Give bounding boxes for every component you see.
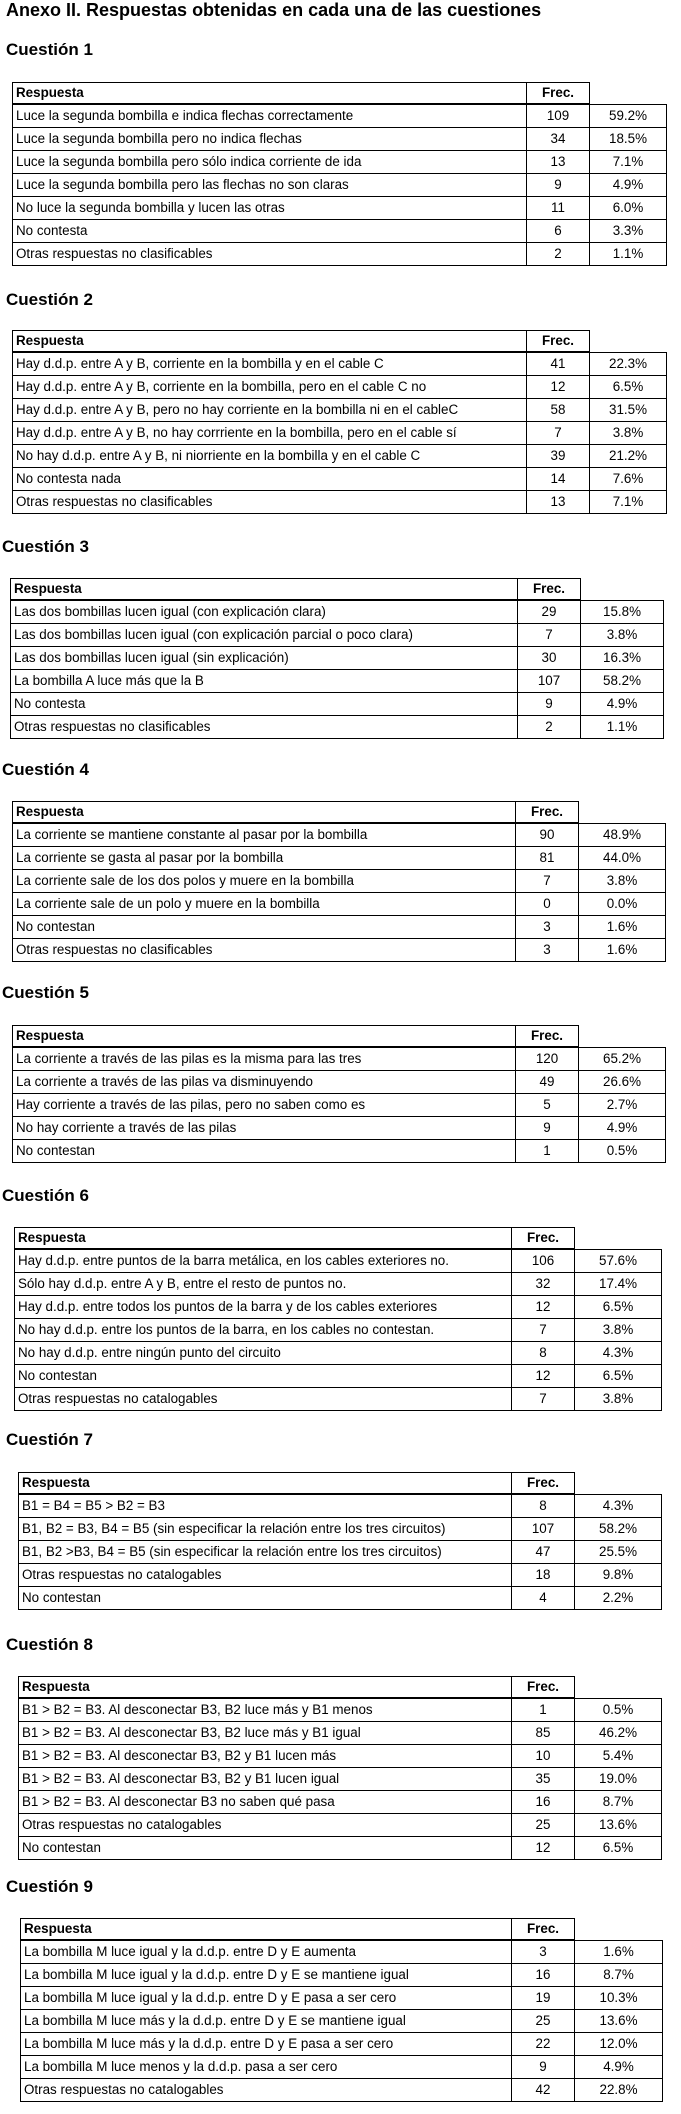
cell-percent: 3.8%: [575, 1319, 662, 1342]
cell-frec: 22: [512, 2033, 575, 2056]
cell-respuesta: La bombilla M luce igual y la d.d.p. entre D y E se mantiene igual: [20, 1964, 512, 1987]
table-row: [10, 647, 664, 670]
cell-frec: 85: [512, 1722, 575, 1745]
table-row: [20, 2079, 663, 2102]
cell-percent: 4.9%: [590, 174, 667, 197]
cell-frec: 34: [527, 128, 590, 151]
cell-respuesta: Otras respuestas no clasificables: [12, 939, 516, 962]
table-row: [18, 1722, 662, 1745]
cell-frec: 106: [512, 1249, 575, 1273]
cell-percent: 57.6%: [575, 1249, 662, 1273]
table-row: [12, 1047, 666, 1071]
cell-frec: 5: [516, 1094, 579, 1117]
table-row: [12, 243, 667, 266]
cell-frec: 39: [527, 445, 590, 468]
cell-respuesta: La corriente sale de los dos polos y muere en la bombilla: [12, 870, 516, 893]
cell-respuesta: No contestan: [18, 1587, 512, 1610]
header-respuesta: Respuesta: [12, 1025, 516, 1047]
table-row: [10, 670, 664, 693]
table-row: [12, 128, 667, 151]
table-row: [12, 1140, 666, 1163]
table-row: [12, 468, 667, 491]
header-frec: Frec.: [518, 578, 581, 600]
cell-respuesta: B1 > B2 = B3. Al desconectar B3 no saben qué pasa: [18, 1791, 512, 1814]
table-row: [12, 870, 666, 893]
table-row: [12, 847, 666, 870]
cell-frec: 19: [512, 1987, 575, 2010]
table-row: [18, 1494, 662, 1518]
cell-frec: 12: [512, 1837, 575, 1860]
cell-respuesta: No hay corriente a través de las pilas: [12, 1117, 516, 1140]
cell-percent: 8.7%: [575, 1964, 663, 1987]
header-blank: [575, 1676, 662, 1698]
cell-frec: 109: [527, 104, 590, 128]
cell-respuesta: La bombilla M luce igual y la d.d.p. entre D y E pasa a ser cero: [20, 1987, 512, 2010]
header-frec: Frec.: [516, 801, 579, 823]
table-row: [12, 823, 666, 847]
table-row: [12, 422, 667, 445]
cell-percent: 15.8%: [581, 600, 664, 624]
cell-frec: 16: [512, 1791, 575, 1814]
cell-percent: 22.8%: [575, 2079, 663, 2102]
question-title: Cuestión 1: [6, 40, 93, 59]
header-respuesta: Respuesta: [12, 82, 527, 104]
cell-respuesta: Luce la segunda bombilla pero no indica flechas: [12, 128, 527, 151]
cell-frec: 41: [527, 352, 590, 376]
cell-percent: 16.3%: [581, 647, 664, 670]
cell-frec: 12: [512, 1365, 575, 1388]
cell-respuesta: Las dos bombillas lucen igual (con explicación parcial o poco clara): [10, 624, 518, 647]
cell-respuesta: Otras respuestas no catalogables: [14, 1388, 512, 1411]
cell-respuesta: Luce la segunda bombilla pero las flechas no son claras: [12, 174, 527, 197]
cell-respuesta: Otras respuestas no catalogables: [20, 2079, 512, 2102]
cell-respuesta: No hay d.d.p. entre A y B, ni niorriente en la bombilla y en el cable C: [12, 445, 527, 468]
table-row: [12, 916, 666, 939]
header-respuesta: Respuesta: [18, 1472, 512, 1494]
cell-respuesta: Hay d.d.p. entre A y B, pero no hay corriente en la bombilla ni en el cableC: [12, 399, 527, 422]
table-row: [10, 600, 664, 624]
header-blank: [575, 1227, 662, 1249]
header-frec: Frec.: [516, 1025, 579, 1047]
cell-respuesta: Hay d.d.p. entre A y B, no hay corrriente en la bombilla, pero en el cable sí: [12, 422, 527, 445]
table-header: [12, 1025, 666, 1047]
cell-percent: 31.5%: [590, 399, 667, 422]
table-header: [14, 1227, 662, 1249]
table-header: [12, 82, 667, 104]
cell-percent: 13.6%: [575, 2010, 663, 2033]
table-row: [14, 1273, 662, 1296]
table-row: [18, 1745, 662, 1768]
cell-percent: 1.6%: [575, 1940, 663, 1964]
table-row: [10, 716, 664, 739]
cell-respuesta: No hay d.d.p. entre los puntos de la barra, en los cables no contestan.: [14, 1319, 512, 1342]
header-frec: Frec.: [512, 1918, 575, 1940]
header-blank: [590, 330, 667, 352]
question-title: Cuestión 4: [2, 760, 89, 779]
cell-percent: 48.9%: [579, 823, 666, 847]
cell-percent: 4.3%: [575, 1494, 662, 1518]
cell-percent: 6.5%: [575, 1365, 662, 1388]
cell-percent: 25.5%: [575, 1541, 662, 1564]
cell-frec: 11: [527, 197, 590, 220]
table-row: [14, 1319, 662, 1342]
cell-percent: 3.8%: [590, 422, 667, 445]
cell-percent: 1.1%: [590, 243, 667, 266]
cell-percent: 10.3%: [575, 1987, 663, 2010]
cell-frec: 32: [512, 1273, 575, 1296]
cell-percent: 1.6%: [579, 939, 666, 962]
cell-frec: 2: [518, 716, 581, 739]
cell-percent: 18.5%: [590, 128, 667, 151]
header-frec: Frec.: [512, 1227, 575, 1249]
cell-percent: 44.0%: [579, 847, 666, 870]
cell-respuesta: Otras respuestas no catalogables: [18, 1564, 512, 1587]
cell-percent: 1.1%: [581, 716, 664, 739]
cell-respuesta: Otras respuestas no clasificables: [12, 243, 527, 266]
table-header: [12, 330, 667, 352]
table-row: [18, 1541, 662, 1564]
cell-frec: 3: [516, 916, 579, 939]
table-row: [12, 104, 667, 128]
header-blank: [575, 1472, 662, 1494]
cell-respuesta: La corriente sale de un polo y muere en la bombilla: [12, 893, 516, 916]
cell-frec: 9: [516, 1117, 579, 1140]
cell-respuesta: B1 = B4 = B5 > B2 = B3: [18, 1494, 512, 1518]
cell-respuesta: No contestan: [12, 1140, 516, 1163]
cell-respuesta: B1 > B2 = B3. Al desconectar B3, B2 luce más y B1 menos: [18, 1698, 512, 1722]
cell-percent: 58.2%: [575, 1518, 662, 1541]
cell-frec: 13: [527, 151, 590, 174]
cell-frec: 3: [512, 1940, 575, 1964]
cell-frec: 18: [512, 1564, 575, 1587]
cell-respuesta: No contestan: [12, 916, 516, 939]
cell-frec: 12: [512, 1296, 575, 1319]
cell-frec: 8: [512, 1342, 575, 1365]
header-frec: Frec.: [527, 330, 590, 352]
cell-frec: 1: [512, 1698, 575, 1722]
table-row: [12, 376, 667, 399]
cell-frec: 6: [527, 220, 590, 243]
table-row: [10, 693, 664, 716]
table-row: [20, 1964, 663, 1987]
cell-frec: 81: [516, 847, 579, 870]
cell-respuesta: Hay d.d.p. entre puntos de la barra metálica, en los cables exteriores no.: [14, 1249, 512, 1273]
header-respuesta: Respuesta: [14, 1227, 512, 1249]
table-row: [20, 1987, 663, 2010]
cell-percent: 22.3%: [590, 352, 667, 376]
cell-percent: 7.1%: [590, 151, 667, 174]
responses-table: [10, 578, 664, 739]
table-header: [18, 1472, 662, 1494]
cell-percent: 0.0%: [579, 893, 666, 916]
cell-frec: 25: [512, 2010, 575, 2033]
table-row: [14, 1249, 662, 1273]
cell-respuesta: La corriente a través de las pilas es la misma para las tres: [12, 1047, 516, 1071]
responses-table: [18, 1472, 662, 1610]
cell-respuesta: La bombilla A luce más que la B: [10, 670, 518, 693]
question-title: Cuestión 2: [6, 290, 93, 309]
table-row: [12, 939, 666, 962]
cell-percent: 4.9%: [575, 2056, 663, 2079]
cell-percent: 12.0%: [575, 2033, 663, 2056]
cell-percent: 19.0%: [575, 1768, 662, 1791]
cell-frec: 25: [512, 1814, 575, 1837]
cell-respuesta: Otras respuestas no clasificables: [12, 491, 527, 514]
table-row: [12, 893, 666, 916]
cell-frec: 7: [527, 422, 590, 445]
cell-respuesta: Hay d.d.p. entre A y B, corriente en la bombilla y en el cable C: [12, 352, 527, 376]
cell-percent: 2.7%: [579, 1094, 666, 1117]
table-row: [20, 2056, 663, 2079]
cell-frec: 107: [518, 670, 581, 693]
cell-frec: 7: [512, 1388, 575, 1411]
table-row: [12, 1117, 666, 1140]
cell-frec: 3: [516, 939, 579, 962]
cell-frec: 7: [516, 870, 579, 893]
cell-respuesta: La corriente se mantiene constante al pasar por la bombilla: [12, 823, 516, 847]
table-header: [10, 578, 664, 600]
table-row: [12, 220, 667, 243]
cell-percent: 0.5%: [575, 1698, 662, 1722]
table-row: [20, 2010, 663, 2033]
table-row: [10, 624, 664, 647]
cell-percent: 17.4%: [575, 1273, 662, 1296]
table-row: [12, 174, 667, 197]
question-title: Cuestión 8: [6, 1635, 93, 1654]
cell-percent: 7.6%: [590, 468, 667, 491]
table-row: [20, 2033, 663, 2056]
table-header: [12, 801, 666, 823]
cell-respuesta: La bombilla M luce más y la d.d.p. entre D y E se mantiene igual: [20, 2010, 512, 2033]
cell-percent: 13.6%: [575, 1814, 662, 1837]
cell-respuesta: No contesta: [10, 693, 518, 716]
cell-frec: 1: [516, 1140, 579, 1163]
cell-respuesta: Sólo hay d.d.p. entre A y B, entre el resto de puntos no.: [14, 1273, 512, 1296]
cell-frec: 2: [527, 243, 590, 266]
responses-table: [12, 82, 667, 266]
table-row: [18, 1814, 662, 1837]
table-header: [20, 1918, 663, 1940]
cell-percent: 4.9%: [581, 693, 664, 716]
header-respuesta: Respuesta: [20, 1918, 512, 1940]
table-row: [14, 1388, 662, 1411]
header-frec: Frec.: [512, 1676, 575, 1698]
cell-frec: 35: [512, 1768, 575, 1791]
cell-respuesta: Otras respuestas no catalogables: [18, 1814, 512, 1837]
cell-percent: 7.1%: [590, 491, 667, 514]
header-blank: [590, 82, 667, 104]
cell-frec: 0: [516, 893, 579, 916]
cell-respuesta: Las dos bombillas lucen igual (con explicación clara): [10, 600, 518, 624]
table-row: [20, 1940, 663, 1964]
cell-respuesta: B1, B2 = B3, B4 = B5 (sin especificar la relación entre los tres circuitos): [18, 1518, 512, 1541]
cell-frec: 13: [527, 491, 590, 514]
cell-frec: 7: [512, 1319, 575, 1342]
cell-frec: 29: [518, 600, 581, 624]
cell-percent: 8.7%: [575, 1791, 662, 1814]
cell-respuesta: No contestan: [18, 1837, 512, 1860]
cell-percent: 3.8%: [575, 1388, 662, 1411]
cell-respuesta: No contestan: [14, 1365, 512, 1388]
cell-frec: 30: [518, 647, 581, 670]
table-header: [18, 1676, 662, 1698]
question-title: Cuestión 9: [6, 1877, 93, 1896]
header-blank: [579, 801, 666, 823]
cell-percent: 0.5%: [579, 1140, 666, 1163]
cell-frec: 42: [512, 2079, 575, 2102]
cell-frec: 107: [512, 1518, 575, 1541]
cell-frec: 49: [516, 1071, 579, 1094]
cell-percent: 1.6%: [579, 916, 666, 939]
question-title: Cuestión 7: [6, 1430, 93, 1449]
cell-respuesta: La bombilla M luce igual y la d.d.p. entre D y E aumenta: [20, 1940, 512, 1964]
cell-respuesta: No luce la segunda bombilla y lucen las otras: [12, 197, 527, 220]
cell-respuesta: B1 > B2 = B3. Al desconectar B3, B2 y B1 lucen igual: [18, 1768, 512, 1791]
cell-percent: 46.2%: [575, 1722, 662, 1745]
table-row: [14, 1365, 662, 1388]
cell-respuesta: La bombilla M luce menos y la d.d.p. pasa a ser cero: [20, 2056, 512, 2079]
table-row: [14, 1342, 662, 1365]
table-row: [12, 445, 667, 468]
cell-percent: 5.4%: [575, 1745, 662, 1768]
responses-table: [12, 330, 667, 514]
table-row: [18, 1791, 662, 1814]
cell-frec: 9: [527, 174, 590, 197]
cell-respuesta: B1 > B2 = B3. Al desconectar B3, B2 luce más y B1 igual: [18, 1722, 512, 1745]
cell-percent: 2.2%: [575, 1587, 662, 1610]
cell-respuesta: La corriente a través de las pilas va disminuyendo: [12, 1071, 516, 1094]
cell-respuesta: Luce la segunda bombilla pero sólo indica corriente de ida: [12, 151, 527, 174]
cell-percent: 58.2%: [581, 670, 664, 693]
cell-frec: 7: [518, 624, 581, 647]
header-respuesta: Respuesta: [10, 578, 518, 600]
page-title: Anexo II. Respuestas obtenidas en cada una de las cuestiones: [6, 0, 542, 20]
cell-percent: 26.6%: [579, 1071, 666, 1094]
cell-percent: 65.2%: [579, 1047, 666, 1071]
header-blank: [579, 1025, 666, 1047]
cell-percent: 59.2%: [590, 104, 667, 128]
table-row: [12, 197, 667, 220]
header-respuesta: Respuesta: [12, 801, 516, 823]
header-frec: Frec.: [512, 1472, 575, 1494]
cell-percent: 4.3%: [575, 1342, 662, 1365]
cell-frec: 14: [527, 468, 590, 491]
cell-respuesta: La bombilla M luce más y la d.d.p. entre D y E pasa a ser cero: [20, 2033, 512, 2056]
cell-percent: 6.5%: [575, 1837, 662, 1860]
cell-frec: 58: [527, 399, 590, 422]
responses-table: [18, 1676, 662, 1860]
table-row: [12, 1094, 666, 1117]
cell-percent: 4.9%: [579, 1117, 666, 1140]
cell-frec: 47: [512, 1541, 575, 1564]
table-row: [12, 491, 667, 514]
table-row: [12, 1071, 666, 1094]
header-respuesta: Respuesta: [12, 330, 527, 352]
cell-respuesta: No contesta: [12, 220, 527, 243]
cell-percent: 21.2%: [590, 445, 667, 468]
table-row: [18, 1837, 662, 1860]
cell-percent: 6.5%: [590, 376, 667, 399]
cell-percent: 3.3%: [590, 220, 667, 243]
table-row: [12, 352, 667, 376]
cell-frec: 90: [516, 823, 579, 847]
cell-percent: 3.8%: [579, 870, 666, 893]
question-title: Cuestión 6: [2, 1186, 89, 1205]
cell-frec: 9: [512, 2056, 575, 2079]
cell-frec: 4: [512, 1587, 575, 1610]
question-title: Cuestión 3: [2, 537, 89, 556]
responses-table: [12, 1025, 666, 1163]
responses-table: [20, 1918, 663, 2102]
cell-respuesta: No contesta nada: [12, 468, 527, 491]
cell-respuesta: Las dos bombillas lucen igual (sin explicación): [10, 647, 518, 670]
table-row: [18, 1587, 662, 1610]
cell-respuesta: B1, B2 >B3, B4 = B5 (sin especificar la relación entre los tres circuitos): [18, 1541, 512, 1564]
cell-percent: 6.0%: [590, 197, 667, 220]
cell-frec: 9: [518, 693, 581, 716]
cell-respuesta: Luce la segunda bombilla e indica flechas correctamente: [12, 104, 527, 128]
table-row: [18, 1564, 662, 1587]
table-row: [18, 1698, 662, 1722]
table-row: [18, 1518, 662, 1541]
table-row: [18, 1768, 662, 1791]
table-row: [12, 151, 667, 174]
cell-frec: 8: [512, 1494, 575, 1518]
cell-respuesta: Hay d.d.p. entre A y B, corriente en la bombilla, pero en el cable C no: [12, 376, 527, 399]
cell-respuesta: B1 > B2 = B3. Al desconectar B3, B2 y B1 lucen más: [18, 1745, 512, 1768]
cell-frec: 10: [512, 1745, 575, 1768]
table-row: [14, 1296, 662, 1319]
header-blank: [581, 578, 664, 600]
cell-frec: 120: [516, 1047, 579, 1071]
cell-respuesta: La corriente se gasta al pasar por la bombilla: [12, 847, 516, 870]
cell-frec: 16: [512, 1964, 575, 1987]
cell-percent: 6.5%: [575, 1296, 662, 1319]
cell-percent: 3.8%: [581, 624, 664, 647]
cell-respuesta: Hay d.d.p. entre todos los puntos de la barra y de los cables exteriores: [14, 1296, 512, 1319]
header-respuesta: Respuesta: [18, 1676, 512, 1698]
cell-frec: 12: [527, 376, 590, 399]
cell-respuesta: Otras respuestas no clasificables: [10, 716, 518, 739]
cell-respuesta: Hay corriente a través de las pilas, pero no saben como es: [12, 1094, 516, 1117]
question-title: Cuestión 5: [2, 983, 89, 1002]
cell-respuesta: No hay d.d.p. entre ningún punto del circuito: [14, 1342, 512, 1365]
header-frec: Frec.: [527, 82, 590, 104]
responses-table: [12, 801, 666, 962]
header-blank: [575, 1918, 663, 1940]
responses-table: [14, 1227, 662, 1411]
cell-percent: 9.8%: [575, 1564, 662, 1587]
table-row: [12, 399, 667, 422]
